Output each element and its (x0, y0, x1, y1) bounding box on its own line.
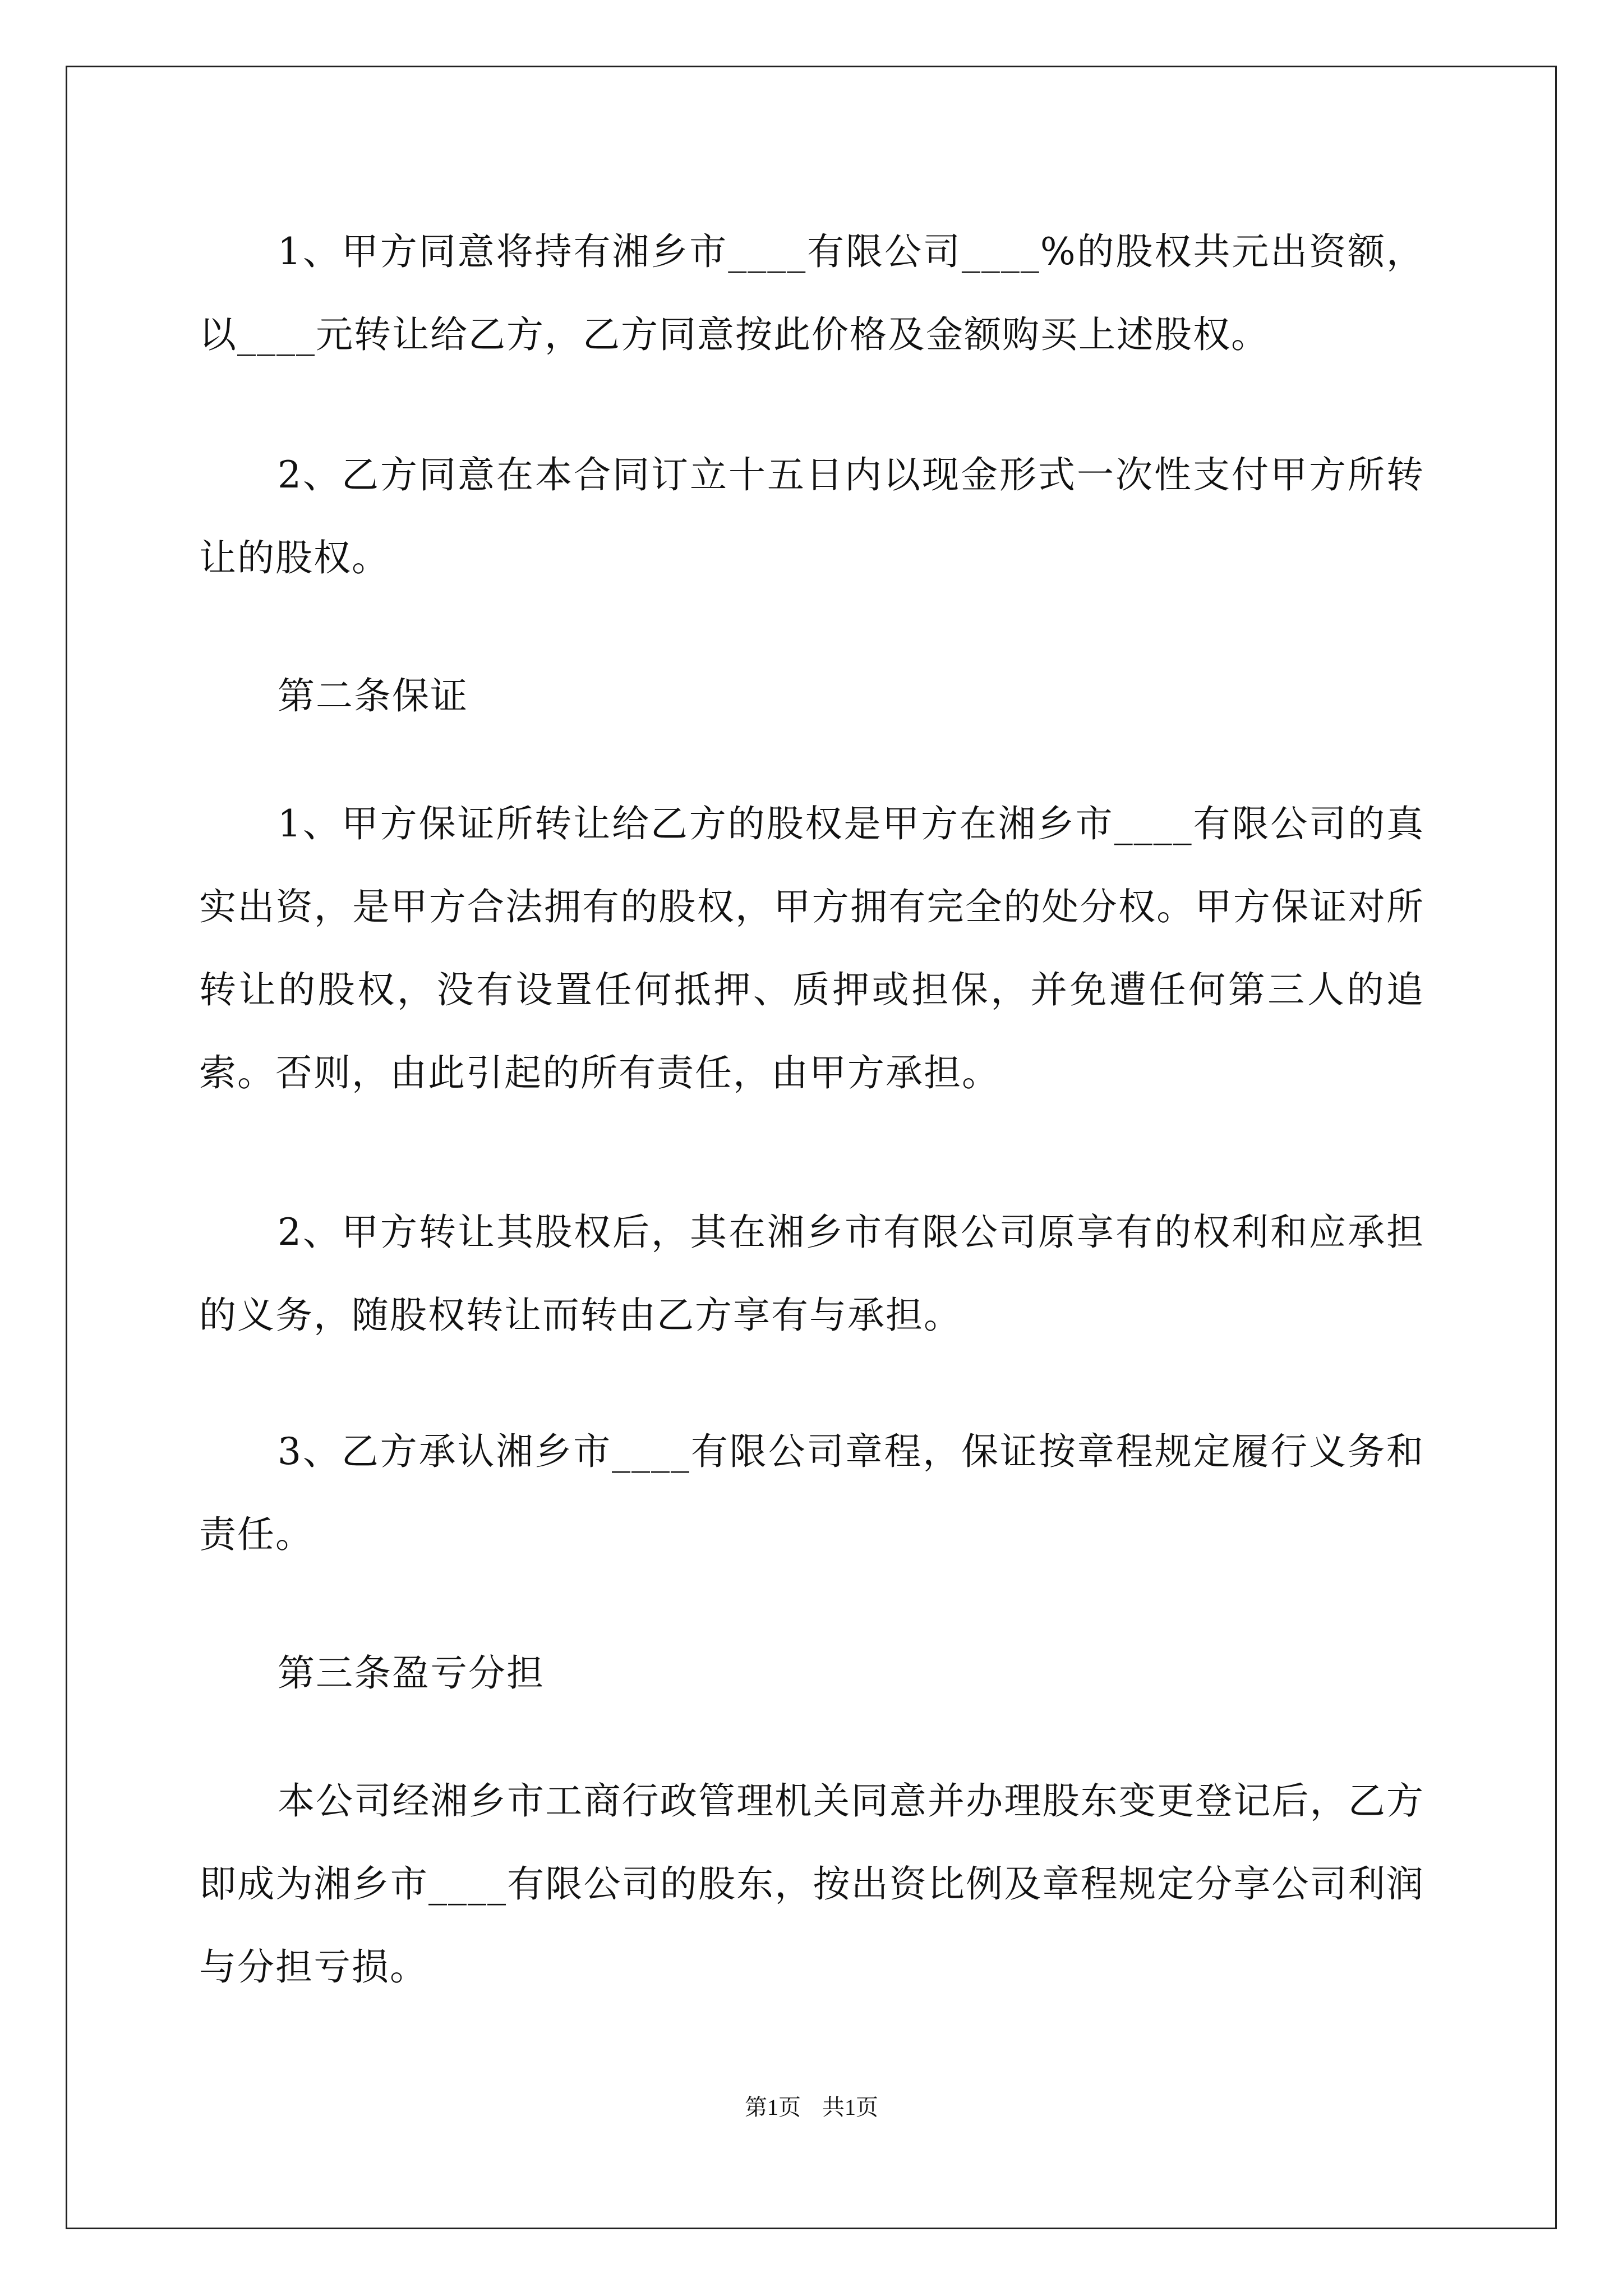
page-number: 第1页 (745, 2095, 801, 2120)
paragraph-share-transfer: 1、甲方同意将持有湘乡市____有限公司____%的股权共元出资额，以____元转让给乙方，乙方同意按此价格及金额购买上述股权。 (199, 230, 1424, 356)
page-total: 共1页 (822, 2095, 878, 2120)
paragraph-guarantee-2: 2、甲方转让其股权后，其在湘乡市有限公司原享有的权利和应承担的义务，随股权转让而转由乙方享有与承担。 (199, 1211, 1424, 1337)
paragraph-guarantee-3: 3、乙方承认湘乡市____有限公司章程，保证按章程规定履行义务和责任。 (199, 1430, 1424, 1556)
page-footer (0, 2090, 1623, 2122)
paragraph-guarantee-1: 1、甲方保证所转让给乙方的股权是甲方在湘乡市____有限公司的真实出资，是甲方合法拥有的股权，甲方拥有完全的处分权。甲方保证对所转让的股权，没有设置任何抵押、质押或担保，并免遭任何第三人的追索。否则，由此引起的所有责任，由甲方承担。 (199, 802, 1424, 1094)
heading-article-two: 第二条保证 (278, 674, 468, 717)
paragraph-payment: 2、乙方同意在本合同订立十五日内以现金形式一次性支付甲方所转让的股权。 (199, 453, 1424, 579)
heading-article-three: 第三条盈亏分担 (278, 1651, 545, 1695)
paragraph-profit-loss: 本公司经湘乡市工商行政管理机关同意并办理股东变更登记后，乙方即成为湘乡市____有限公司的股东，按出资比例及章程规定分享公司利润与分担亏损。 (199, 1779, 1424, 1989)
